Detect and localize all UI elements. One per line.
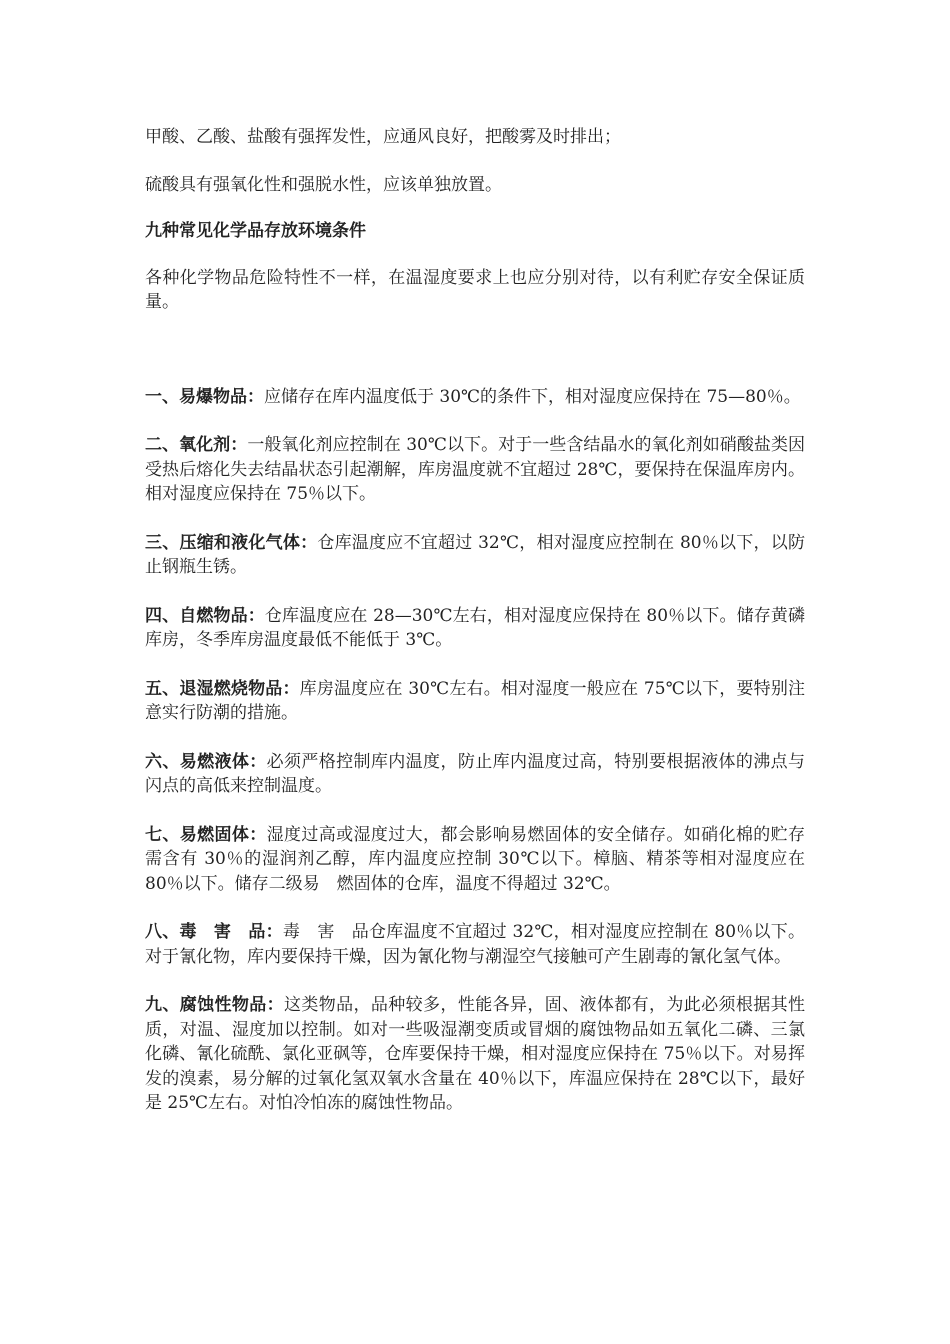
item-label: 九、腐蚀性物品： [145,995,285,1015]
item-label: 八、毒 害 品： [145,922,283,942]
item-text: 湿度过高或湿度过大，都会影响易燃固体的安全储存。如硝化棉的贮存需含有 30％的湿润剂乙醇，库内温度应控制 30℃以下。樟脑、精茶等相对湿度应在 80％以下。储存二级易 燃固体的仓库，温度不得超过 32℃。 [145,824,806,894]
item-flammable-solids [145,823,805,897]
item-flammable-liquids [145,750,805,799]
item-text: 仓库温度应在 28—30℃左右，相对湿度应保持在 80％以下。储存黄磷库房，冬季库房温度最低不能低于 3℃。 [145,605,805,650]
item-oxidizers [145,433,805,507]
item-spontaneous-combustion [145,604,805,653]
item-text: 毒 害 品仓库温度不宜超过 32℃，相对湿度应控制在 80％以下。对于氰化物，库内要保持干燥，因为氰化物与潮湿空气接触可产生剧毒的氰化氢气体。 [145,922,805,967]
item-toxic [145,920,805,969]
item-label: 四、自燃物品： [145,605,265,626]
item-water-reactive [145,677,805,726]
section-heading: 九种常见化学品存放环境条件 [145,221,366,241]
item-label: 二、氧化剂： [145,435,248,455]
paragraph-acid-volatility: 甲酸、乙酸、盐酸有强挥发性，应通风良好，把酸雾及时排出； [145,127,621,147]
item-text: 必须严格控制库内温度，防止库内温度过高，特别要根据液体的沸点与闪点的高低来控制温度。 [145,751,806,796]
item-label: 六、易燃液体： [145,751,267,772]
item-label: 一、易爆物品： [145,386,264,407]
item-explosives [145,385,805,410]
paragraph-sulfuric-acid: 硫酸具有强氧化性和强脱水性，应该单独放置。 [145,174,502,195]
item-corrosives [145,993,805,1116]
item-label: 五、退湿燃烧物品： [145,678,300,699]
item-text: 一般氧化剂应控制在 30℃以下。对于一些含结晶水的氧化剂如硝酸盐类因受热后熔化失去结晶状态引起潮解，库房温度就不宜超过 28℃，要保持在保温库房内。相对湿度应保持在 75％以下。 [145,435,805,504]
item-text: 仓库温度应不宜超过 32℃，相对湿度应控制在 80％以下，以防止钢瓶生锈。 [145,532,805,577]
item-text: 应储存在库内温度低于 30℃的条件下，相对湿度应保持在 75—80％。 [264,386,801,407]
item-text: 这类物品，品种较多，性能各异，固、液体都有，为此必须根据其性质，对温、湿度加以控制。如对一些吸湿潮变质或冒烟的腐蚀物品如五氧化二磷、三氯化磷、氰化硫酰、氯化亚砜等，仓库要保持干燥，相对湿度应保持在 75％以下。对易挥发的溴素，易分解的过氧化氢双氧水含量在 40％以下，库温应保持在 28℃以下，最好是 25℃左右。对怕冷怕冻的腐蚀性物品。 [145,995,806,1113]
item-label: 三、压缩和液化气体： [145,532,318,553]
item-label: 七、易燃固体： [145,824,267,845]
item-compressed-gases [145,531,805,580]
document-page [145,125,805,1140]
item-text: 库房温度应在 30℃左右。相对湿度一般应在 75℃以下，要特别注意实行防潮的措施。 [145,678,806,723]
section-intro: 各种化学物品危险特性不一样，在温湿度要求上也应分别对待，以有利贮存安全保证质量。 [145,267,805,312]
